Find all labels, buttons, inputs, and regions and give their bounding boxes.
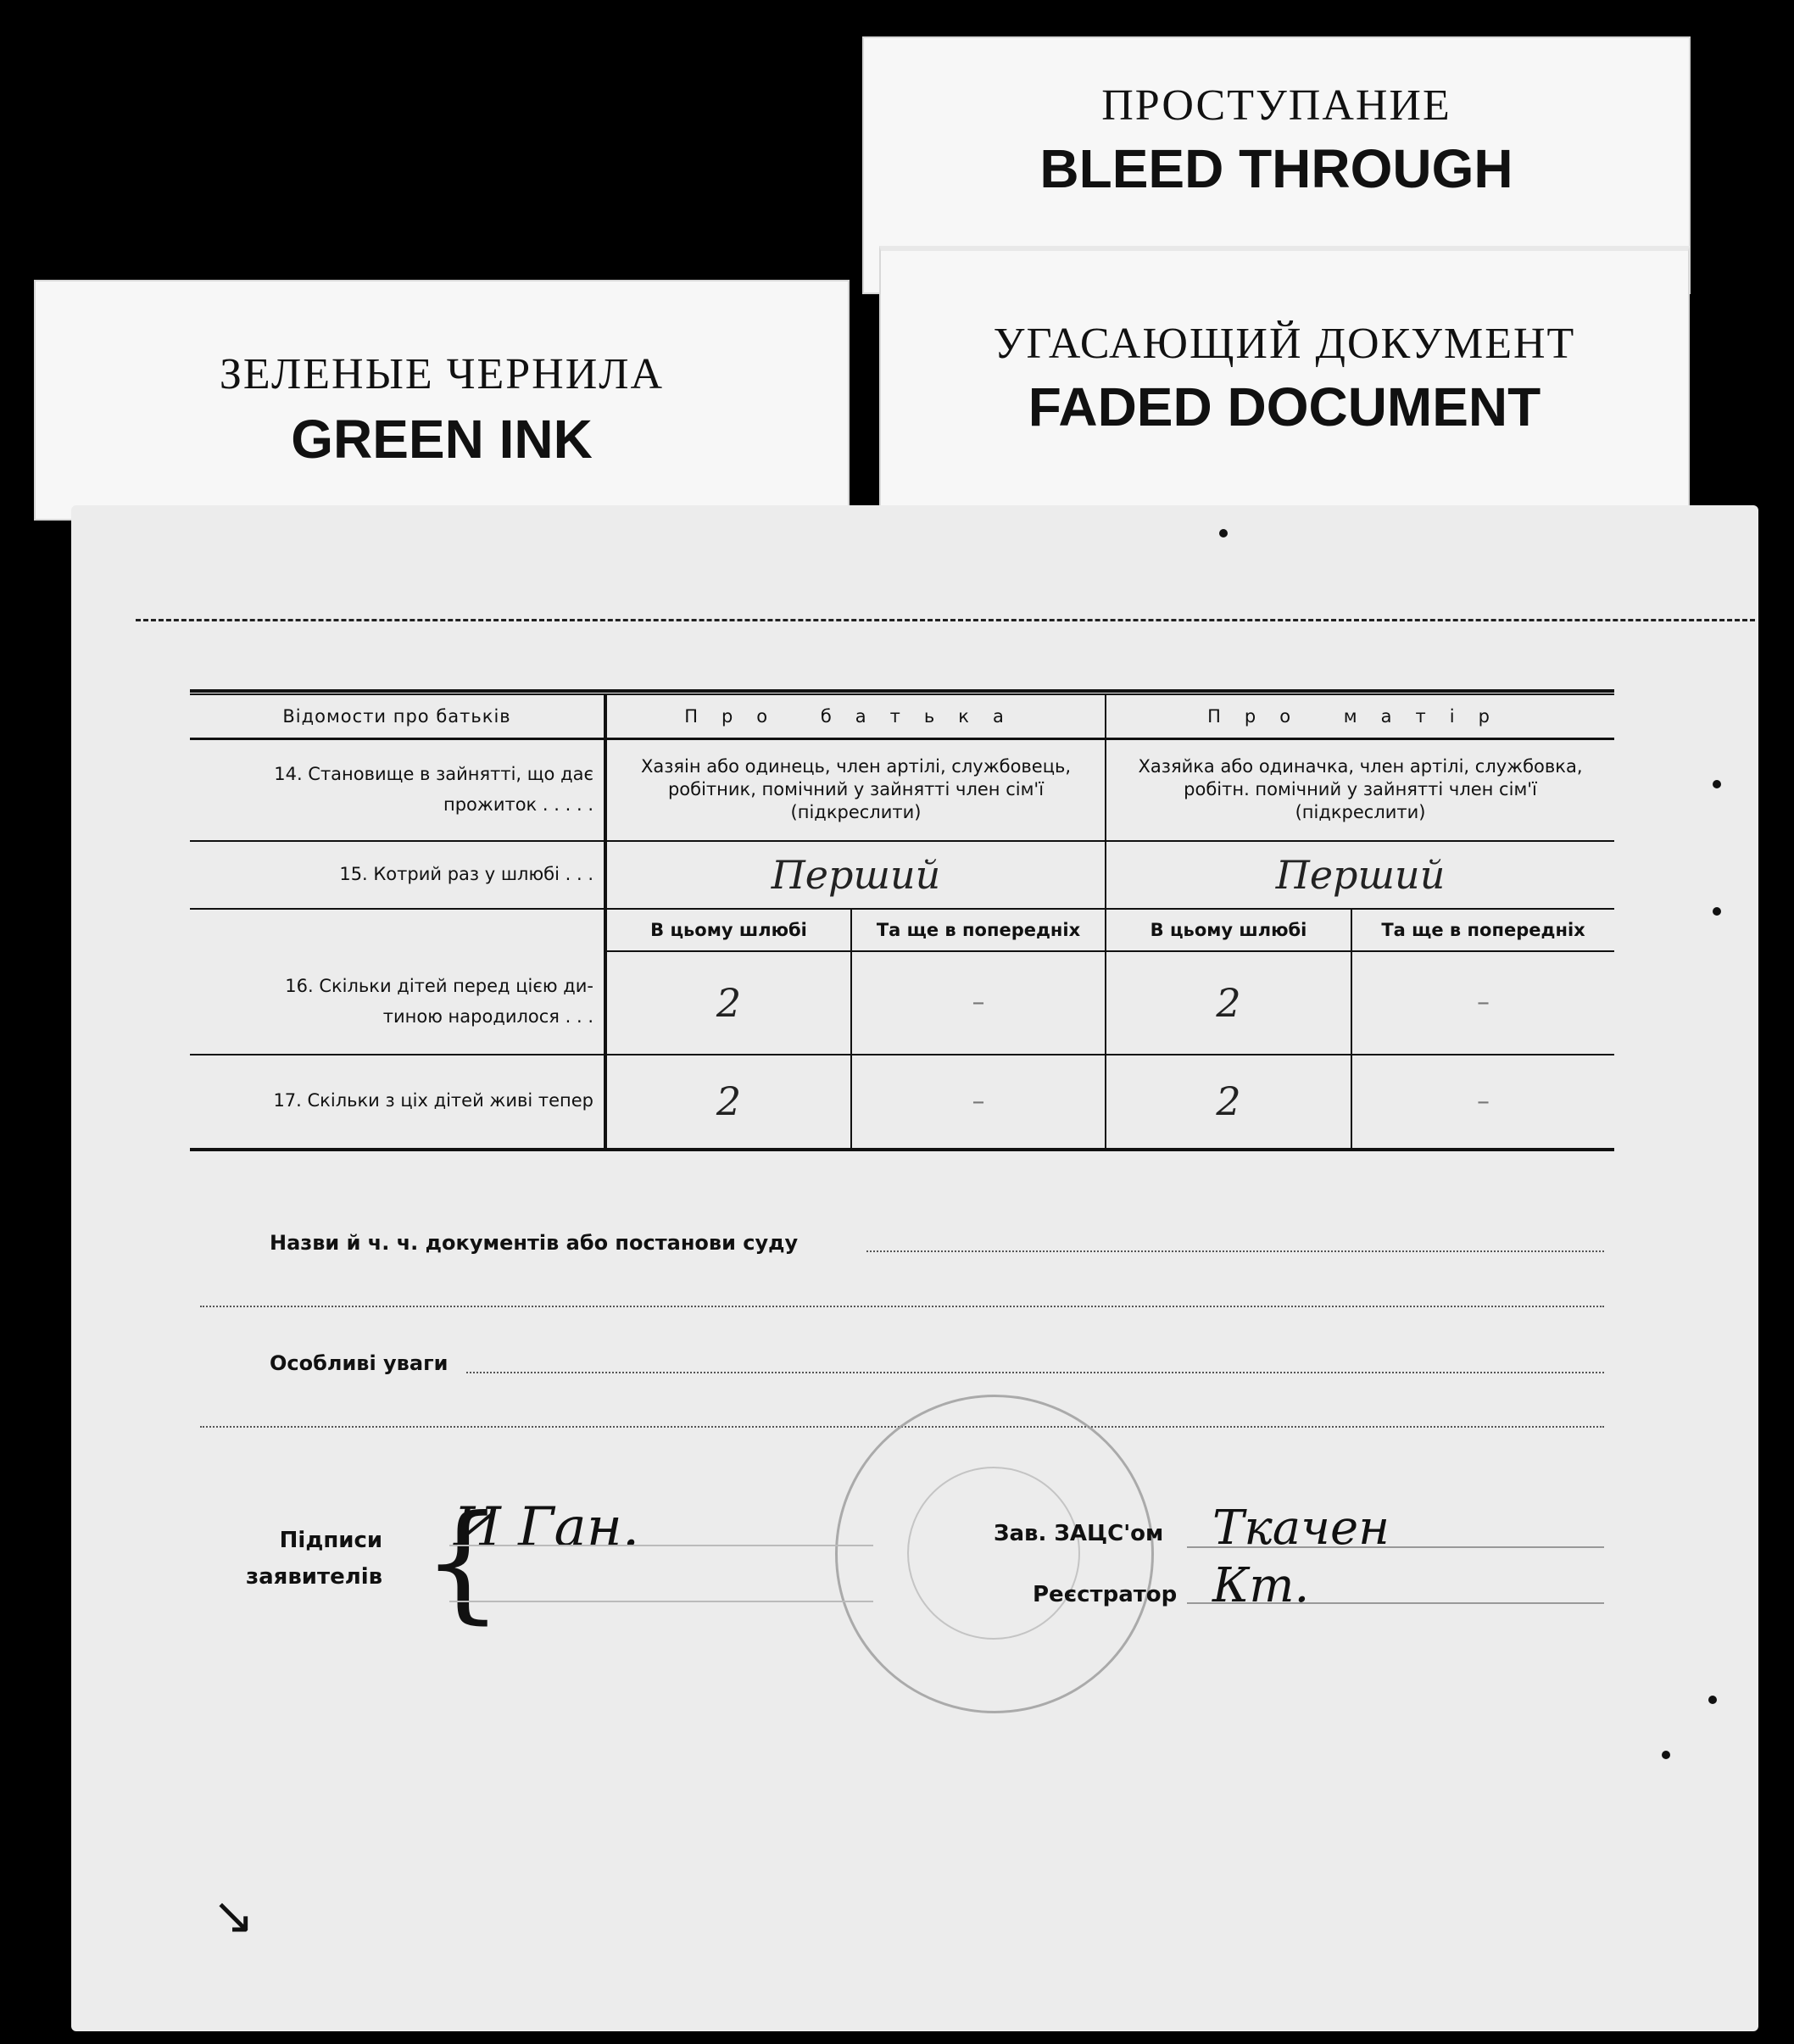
row-15-label: 15. Котрий раз у шлюбі . . . bbox=[190, 841, 605, 909]
remarks-label: Особливі уваги bbox=[270, 1351, 448, 1375]
perforation-line bbox=[136, 619, 1755, 621]
row-17-father-prev: – bbox=[851, 1055, 1106, 1150]
row-16-label bbox=[190, 951, 605, 1055]
stamp-emblem bbox=[907, 1467, 1080, 1640]
row-15-father-value: Перший bbox=[605, 841, 1106, 909]
registrar-label: Реєстратор bbox=[1033, 1582, 1178, 1607]
registry-head-signature: Ткачен bbox=[1212, 1501, 1390, 1556]
subheader-father-prev: Та ще в попередніх bbox=[851, 909, 1106, 951]
documents-dotted-line bbox=[866, 1250, 1604, 1252]
row-17-father-current: 2 bbox=[605, 1055, 851, 1150]
row-17-mother-current: 2 bbox=[1106, 1055, 1351, 1150]
registry-head-label: Зав. ЗАЦС'ом bbox=[994, 1521, 1164, 1546]
subheader-mother-current: В цьому шлюбі bbox=[1106, 909, 1351, 951]
faded-document-ru: УГАСАЮЩИЙ ДОКУМЕНТ bbox=[993, 320, 1576, 368]
parents-info-table bbox=[190, 693, 1614, 1151]
children-subheader-row bbox=[190, 909, 1614, 951]
applicants-signature-label bbox=[246, 1523, 382, 1596]
header-father: Про батька bbox=[605, 694, 1106, 739]
faded-document-card bbox=[879, 246, 1690, 515]
arrow-icon: ↘ bbox=[212, 1887, 255, 1944]
row-17-mother-prev: – bbox=[1351, 1055, 1614, 1150]
row-14-mother-options: Хазяйка або одиначка, член артілі, службовка, робітн. помічний у зайнятті член сім'ї (підкреслити) bbox=[1106, 739, 1614, 841]
row-16-label-line2: тиною народилося . . . bbox=[382, 1006, 593, 1027]
documents-dotted-line-2 bbox=[200, 1306, 1604, 1307]
applicants-label-line2: заявителів bbox=[246, 1563, 383, 1590]
remarks-dotted-line bbox=[466, 1372, 1604, 1373]
row-15-mother-value: Перший bbox=[1106, 841, 1614, 909]
head-sign-line bbox=[1187, 1546, 1604, 1548]
ink-dot bbox=[1708, 1696, 1717, 1704]
row-16 bbox=[190, 951, 1614, 1055]
registrar-sign-line bbox=[1187, 1602, 1604, 1604]
bleed-through-en: BLEED THROUGH bbox=[1039, 138, 1513, 199]
subheader-mother-prev: Та ще в попередніх bbox=[1351, 909, 1614, 951]
ink-dot bbox=[1219, 529, 1228, 537]
ink-dot bbox=[1713, 780, 1721, 788]
green-ink-card bbox=[34, 280, 850, 521]
row-17 bbox=[190, 1055, 1614, 1150]
green-ink-en: GREEN INK bbox=[291, 409, 593, 470]
faded-document-en: FADED DOCUMENT bbox=[1028, 376, 1541, 437]
table-header-row bbox=[190, 694, 1614, 739]
row-14-label bbox=[190, 739, 605, 841]
table-top-rule bbox=[190, 689, 1614, 693]
ink-dot bbox=[1662, 1751, 1670, 1759]
row-14-label-line2: прожиток . . . . . bbox=[443, 794, 593, 815]
green-ink-ru: ЗЕЛЕНЫЕ ЧЕРНИЛА bbox=[219, 350, 665, 398]
row-16-father-current: 2 bbox=[605, 951, 851, 1055]
row-14-label-line1: 14. Становище в зайнятті, що дає bbox=[274, 764, 593, 785]
applicant-sign-line-2 bbox=[449, 1601, 873, 1602]
registrar-signature: Кт. bbox=[1212, 1558, 1310, 1613]
row-17-label: 17. Скільки з ціх дітей живі тепер bbox=[190, 1055, 605, 1150]
row-14-father-options: Хазяін або одинець, член артілі, службовець, робітник, помічний у зайнятті член сім'ї (підкреслити) bbox=[605, 739, 1106, 841]
brace-icon: { bbox=[422, 1489, 504, 1636]
row-15 bbox=[190, 841, 1614, 909]
applicant-sign-line-1 bbox=[449, 1545, 873, 1546]
bleed-through-ru: ПРОСТУПАНИЕ bbox=[1101, 81, 1451, 130]
subheader-father-current: В цьому шлюбі bbox=[605, 909, 851, 951]
row-14 bbox=[190, 739, 1614, 841]
row-16-mother-prev: – bbox=[1351, 951, 1614, 1055]
row-16-label-line1: 16. Скільки дітей перед цією ди- bbox=[285, 976, 593, 997]
applicant-signature: И Ган. bbox=[454, 1496, 640, 1559]
documents-label: Назви й ч. ч. документів або постанови суду bbox=[270, 1231, 799, 1255]
ink-dot bbox=[1713, 907, 1721, 916]
header-mother: Про матір bbox=[1106, 694, 1614, 739]
row-16-father-prev: – bbox=[851, 951, 1106, 1055]
applicants-label-line1: Підписи bbox=[279, 1528, 383, 1553]
header-parents-info: Відомости про батьків bbox=[190, 694, 605, 739]
row-16-mother-current: 2 bbox=[1106, 951, 1351, 1055]
